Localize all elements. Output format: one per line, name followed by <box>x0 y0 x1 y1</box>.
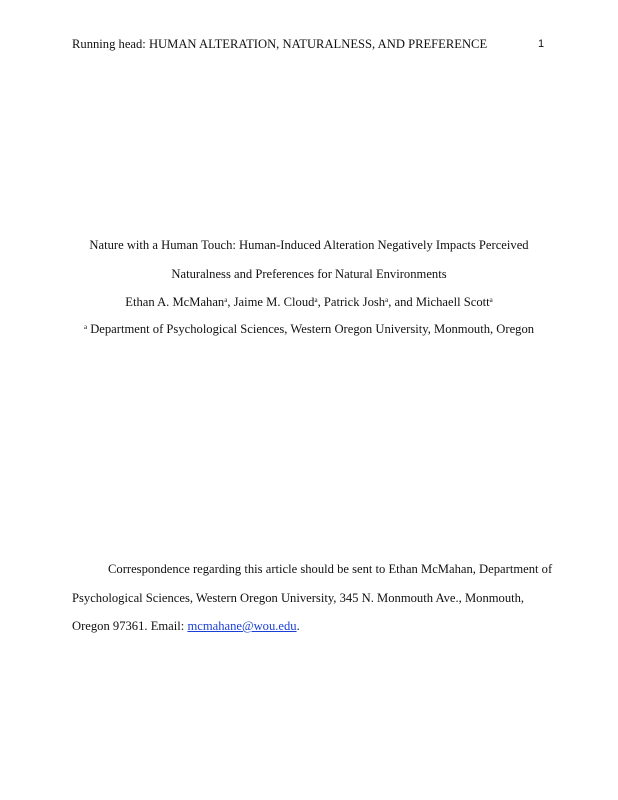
author-separator: , and <box>388 295 416 309</box>
running-head: Running head: HUMAN ALTERATION, NATURALNESS, AND PREFERENCE <box>72 37 488 51</box>
author-affiliation-mark: a <box>385 296 389 304</box>
correspondence-line-2: Psychological Sciences, Western Oregon University, 345 N. Monmouth Ave., Monmouth, <box>72 591 525 605</box>
author-affiliation-mark: a <box>489 296 493 304</box>
author-affiliation-mark: a <box>224 296 228 304</box>
author: Jaime M. Cloud <box>233 295 315 309</box>
correspondence-line-1: Correspondence regarding this article should be sent to Ethan McMahan, Department of <box>108 562 553 576</box>
title-line-2: Naturalness and Preferences for Natural Environments <box>171 267 447 281</box>
author-affiliation-mark: a <box>314 296 318 304</box>
author: Patrick Josh <box>323 295 386 309</box>
author-separator: , <box>227 295 234 309</box>
author-separator: , <box>317 295 324 309</box>
affiliation <box>0 322 618 337</box>
affiliation-text: Department of Psychological Sciences, Western Oregon University, Monmouth, Oregon <box>87 322 535 336</box>
correspondence-prefix: Oregon 97361. Email: <box>72 619 188 633</box>
correspondence-suffix: . <box>296 619 300 633</box>
author: Michaell Scott <box>415 295 490 309</box>
author: Ethan A. McMahan <box>125 295 225 309</box>
title-line-1: Nature with a Human Touch: Human-Induced Alteration Negatively Impacts Perceived <box>89 238 529 252</box>
email-link[interactable]: mcmahane@wou.edu <box>187 619 297 633</box>
page-number: 1 <box>538 38 545 50</box>
correspondence-line-3 <box>72 619 300 634</box>
author-list <box>0 295 618 310</box>
affiliation-mark: a <box>83 323 88 331</box>
